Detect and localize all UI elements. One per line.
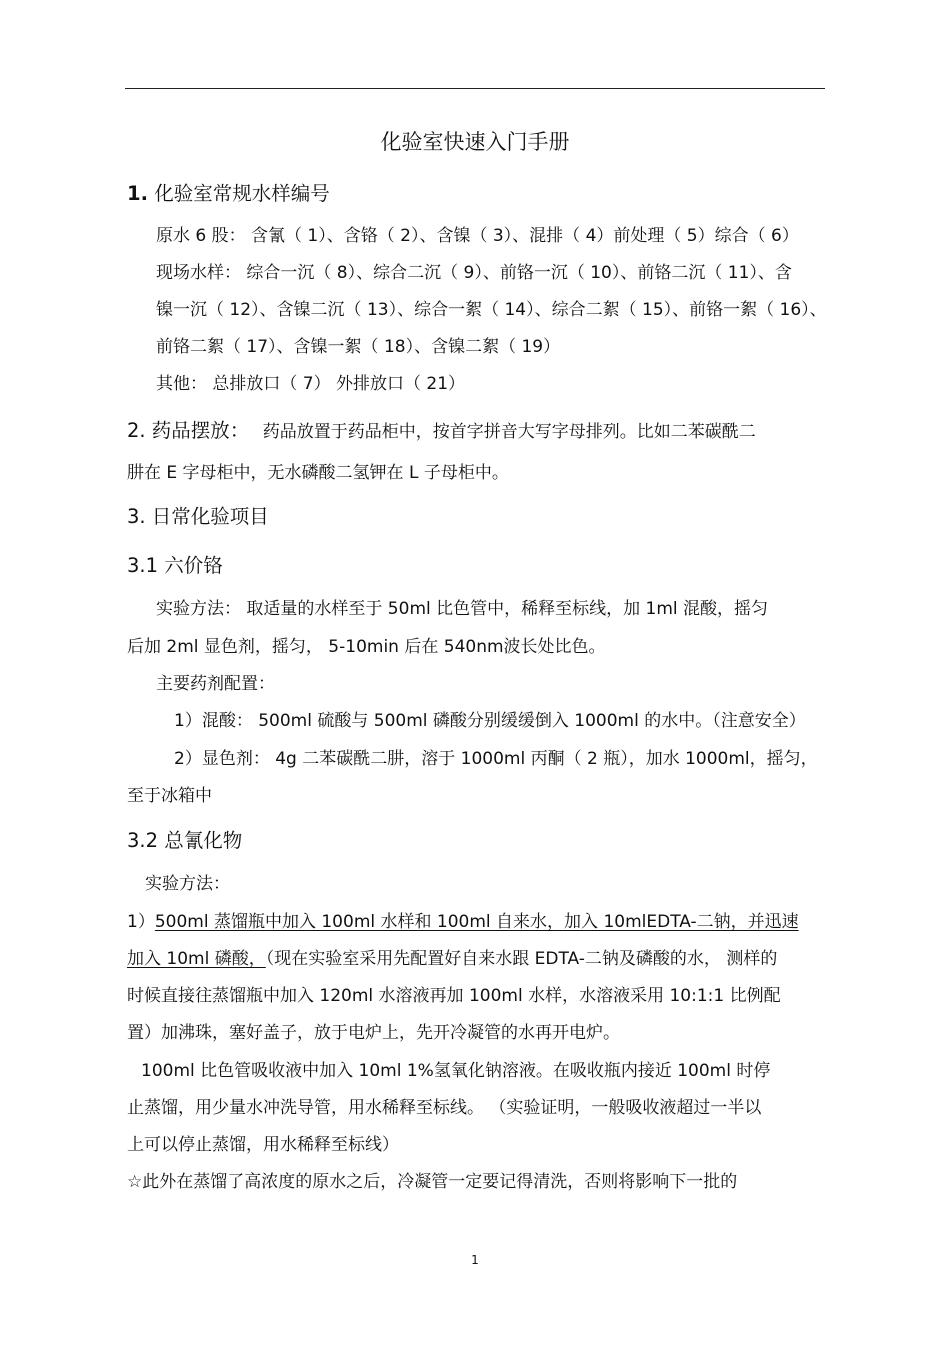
section1-line-2: 现场水样： 综合一沉（ 8）、综合二沉（ 9）、前铬一沉（ 10）、前铬二沉（ 11）、含 bbox=[156, 263, 792, 283]
cyanide-note: ☆此外在蒸馏了高浓度的原水之后，冷凝管一定要记得清洗，否则将影响下一批的 bbox=[127, 1172, 738, 1192]
cyanide-method-label: 实验方法： bbox=[145, 874, 230, 894]
cyanide-step-1-note: （现在实验室采用先配置好自来水跟 EDTA-二钠及磷酸的水， 测样的 bbox=[265, 949, 778, 969]
section1-line-4: 前铬二絮（ 17）、含镍一絮（ 18）、含镍二絮（ 19） bbox=[156, 337, 561, 357]
chromium-method-line-2: 后加 2ml 显色剂，摇匀， 5-10min 后在 540nm波长处比色。 bbox=[127, 637, 606, 657]
chromium-reagent-2: 2）显色剂： 4g 二苯碳酰二肼，溶于 1000ml 丙酮（ 2 瓶），加水 1000ml，摇匀， bbox=[174, 749, 818, 769]
section2-heading: 2. 药品摆放： bbox=[127, 419, 250, 442]
subsection-3-2-heading: 3.2 总氰化物 bbox=[127, 829, 243, 852]
chromium-method-line-1: 实验方法： 取适量的水样至于 50ml 比色管中，稀释至标线，加 1ml 混酸，摇匀 bbox=[156, 599, 769, 619]
section1-title: 化验室常规水样编号 bbox=[154, 182, 330, 205]
section1-line-1: 原水 6 股： 含氰（ 1）、含铬（ 2）、含镍（ 3）、混排（ 4）前处理（ 5）综合（ 6） bbox=[156, 226, 799, 246]
cyanide-step-1-prefix: 1） bbox=[127, 912, 155, 932]
chromium-reagent-1: 1）混酸： 500ml 硫酸与 500ml 磷酸分别缓缓倒入 1000ml 的水中。（注意安全） bbox=[174, 711, 806, 731]
page-title: 化验室快速入门手册 bbox=[380, 130, 570, 154]
section1-heading bbox=[127, 181, 330, 207]
section2-text-2: 肼在 E 字母柜中，无水磷酸二氢钾在 L 子母柜中。 bbox=[127, 463, 509, 483]
section3-heading: 3. 日常化验项目 bbox=[127, 505, 269, 528]
page-number: 1 bbox=[471, 1253, 479, 1267]
cyanide-step-1-line-1 bbox=[127, 911, 799, 933]
section1-line-3: 镍一沉（ 12）、含镍二沉（ 13）、综合一絮（ 14）、综合二絮（ 15）、前铬一絮（ 16）、 bbox=[156, 300, 827, 320]
cyanide-step-1-line-2 bbox=[127, 948, 777, 970]
section1-number: 1. bbox=[127, 182, 148, 205]
subsection-3-1-heading: 3.1 六价铬 bbox=[127, 554, 223, 577]
cyanide-step-1-line-4: 置）加沸珠，塞好盖子，放于电炉上，先开冷凝管的水再开电炉。 bbox=[127, 1023, 620, 1043]
cyanide-para-2-line-1: 100ml 比色管吸收液中加入 10ml 1%氢氧化钠溶液。在吸收瓶内接近 100ml 时停 bbox=[141, 1061, 771, 1081]
cyanide-step-1-underlined: 500ml 蒸馏瓶中加入 100ml 水样和 100ml 自来水，加入 10mlEDTA-二钠，并迅速 bbox=[154, 912, 799, 932]
cyanide-para-2-line-2: 止蒸馏，用少量水冲洗导管，用水稀释至标线。 （实验证明，一般吸收液超过一半以 bbox=[127, 1098, 762, 1118]
cyanide-para-2-line-3: 上可以停止蒸馏，用水稀释至标线） bbox=[127, 1135, 399, 1155]
section2-text: 药品放置于药品柜中，按首字拼音大写字母排列。比如二苯碳酰二 bbox=[262, 422, 756, 442]
cyanide-step-1-underlined-2: 加入 10ml 磷酸， bbox=[127, 949, 266, 969]
section2-paragraph bbox=[127, 418, 756, 444]
chromium-reagent-2-cont: 至于冰箱中 bbox=[127, 786, 212, 806]
chromium-reagent-label: 主要药剂配置： bbox=[156, 674, 275, 694]
header-rule bbox=[125, 88, 825, 89]
cyanide-step-1-line-3: 时候直接往蒸馏瓶中加入 120ml 水溶液再加 100ml 水样，水溶液采用 10:1:1 比例配 bbox=[127, 986, 781, 1006]
section1-line-5: 其他： 总排放口（ 7） 外排放口（ 21） bbox=[156, 374, 466, 394]
